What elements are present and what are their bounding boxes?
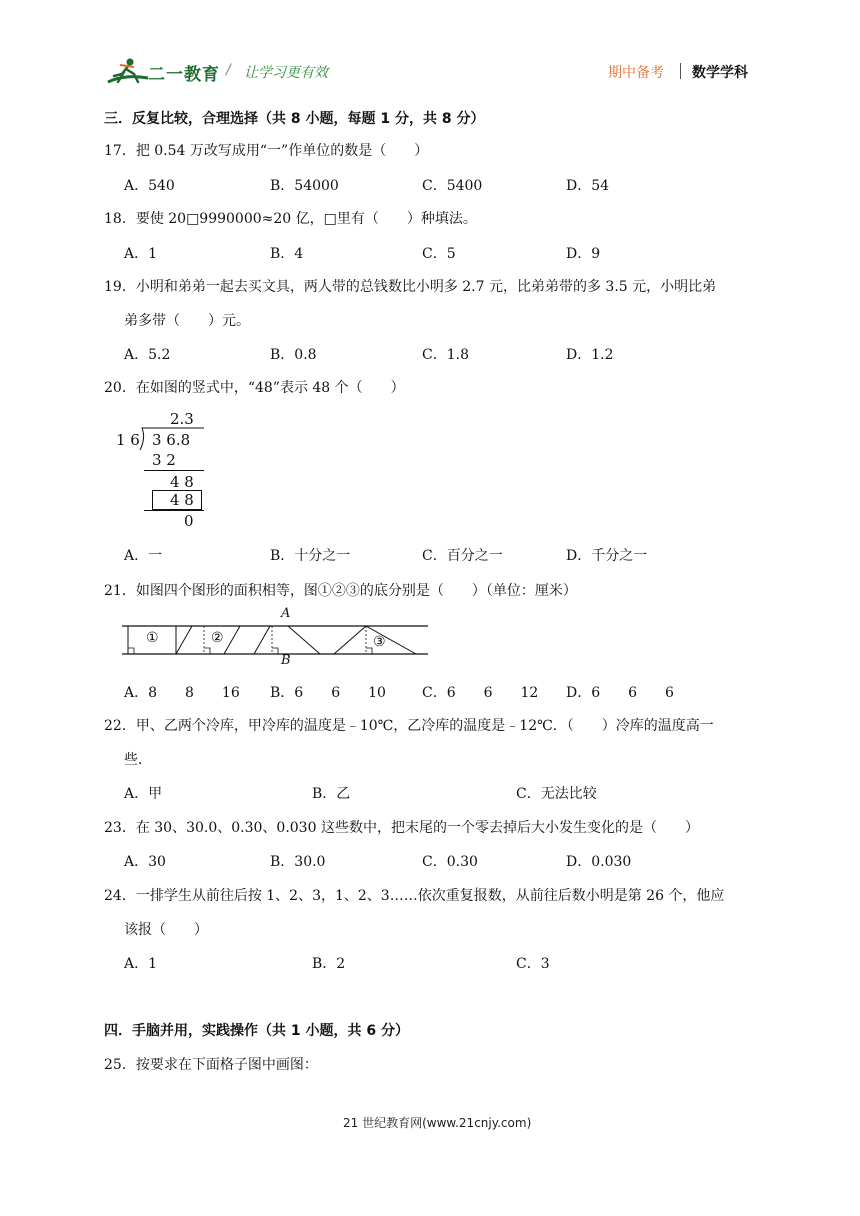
q20-option-d[interactable]: D．千分之一	[566, 548, 648, 564]
label-b: B	[281, 653, 291, 668]
figure-1-label: ①	[146, 630, 159, 646]
section3-title: 三．反复比较，合理选择（共 8 小题，每题 1 分，共 8 分）	[104, 111, 485, 127]
q19-stem-line1: 19．小明和弟弟一起去买文具，两人带的总钱数比小明多 2.7 元，比弟弟带的多 3.5 元，小明比弟	[104, 279, 717, 295]
q24-stem-line1: 24．一排学生从前往后按 1、2、3，1、2、3……依次重复报数，从前往后数小明是第 26 个，他应	[104, 888, 725, 904]
q22-option-c[interactable]: C．无法比较	[516, 786, 597, 802]
footer-text: 21 世纪教育网(www.21cnjy.com)	[343, 1116, 532, 1130]
division-step1: 3 2	[152, 451, 176, 469]
q22-stem-line2: 些．	[124, 752, 152, 768]
q19-option-c[interactable]: C．1.8	[422, 347, 469, 363]
q23-option-b[interactable]: B．30.0	[270, 854, 326, 870]
q23-stem: 23．在 30、30.0、0.30、0.030 这些数中，把末尾的一个零去掉后大小发生变化的是（ ）	[104, 820, 699, 836]
section4-title: 四．手脑并用，实践操作（共 1 小题，共 6 分）	[104, 1023, 409, 1039]
q19-option-a[interactable]: A．5.2	[124, 347, 171, 363]
division-step2: 4 8	[170, 473, 194, 491]
header-slogan: 让学习更有效	[244, 65, 328, 81]
q19-option-d[interactable]: D．1.2	[566, 347, 614, 363]
q23-option-d[interactable]: D．0.030	[566, 854, 632, 870]
label-a: A	[281, 606, 291, 621]
division-step3: 4 8	[170, 491, 194, 509]
q19-option-b[interactable]: B．0.8	[270, 347, 317, 363]
division-divisor: 1 6	[116, 431, 140, 449]
q20-stem: 20．在如图的竖式中，“48”表示 48 个（ ）	[104, 380, 405, 396]
q18-option-a[interactable]: A．1	[124, 246, 158, 262]
q24-option-c[interactable]: C．3	[516, 956, 550, 972]
q18-stem: 18．要使 20□9990000≈20 亿，□里有（ ）种填法。	[104, 211, 477, 227]
q23-option-a[interactable]: A．30	[124, 854, 166, 870]
exam-label: 期中备考	[608, 65, 664, 81]
q22-option-b[interactable]: B．乙	[312, 786, 351, 802]
q25-stem: 25．按要求在下面格子图中画图：	[104, 1057, 318, 1073]
q21-stem: 21．如图四个图形的面积相等，图①②③的底分别是（ ）（单位：厘米）	[104, 583, 577, 599]
division-dividend: 3 6.8	[152, 431, 191, 449]
q18-option-b[interactable]: B．4	[270, 246, 304, 262]
q17-option-a[interactable]: A．540	[124, 178, 175, 194]
q20-option-b[interactable]: B．十分之一	[270, 548, 351, 564]
q24-option-a[interactable]: A．1	[124, 956, 158, 972]
division-rule-2	[144, 510, 204, 511]
division-rule-1	[144, 470, 204, 471]
division-remainder: 0	[184, 512, 194, 530]
q22-stem-line1: 22．甲、乙两个冷库，甲冷库的温度是﹣10℃，乙冷库的温度是﹣12℃．（ ）冷库的温度高一	[104, 718, 714, 734]
q21-option-d[interactable]: D．6 6 6	[566, 685, 674, 701]
header-slash: /	[226, 62, 231, 78]
q21-option-b[interactable]: B．6 6 10	[270, 685, 386, 701]
division-quotient: 2.3	[170, 410, 194, 428]
q17-stem: 17．把 0.54 万改写成用“一”作单位的数是（ ）	[104, 143, 429, 159]
q17-option-d[interactable]: D．54	[566, 178, 610, 194]
q17-option-c[interactable]: C．5400	[422, 178, 483, 194]
q18-option-c[interactable]: C．5	[422, 246, 456, 262]
q22-option-a[interactable]: A．甲	[124, 786, 163, 802]
figure-2-label: ②	[211, 630, 224, 646]
q20-option-a[interactable]: A．一	[124, 548, 163, 564]
q21-option-a[interactable]: A．8 8 16	[124, 685, 240, 701]
q17-option-b[interactable]: B．54000	[270, 178, 339, 194]
q24-option-b[interactable]: B．2	[312, 956, 346, 972]
q20-option-c[interactable]: C．百分之一	[422, 548, 503, 564]
brand-name: 二一教育	[148, 65, 220, 85]
q24-stem-line2: 该报（ ）	[124, 922, 208, 938]
subject-label: 数学学科	[692, 65, 748, 81]
q19-stem-line2: 弟多带（ ）元。	[124, 313, 250, 329]
q18-option-d[interactable]: D．9	[566, 246, 601, 262]
header-divider	[680, 63, 681, 79]
q21-option-c[interactable]: C．6 6 12	[422, 685, 539, 701]
q23-option-c[interactable]: C．0.30	[422, 854, 478, 870]
figure-3-label: ③	[373, 634, 386, 650]
